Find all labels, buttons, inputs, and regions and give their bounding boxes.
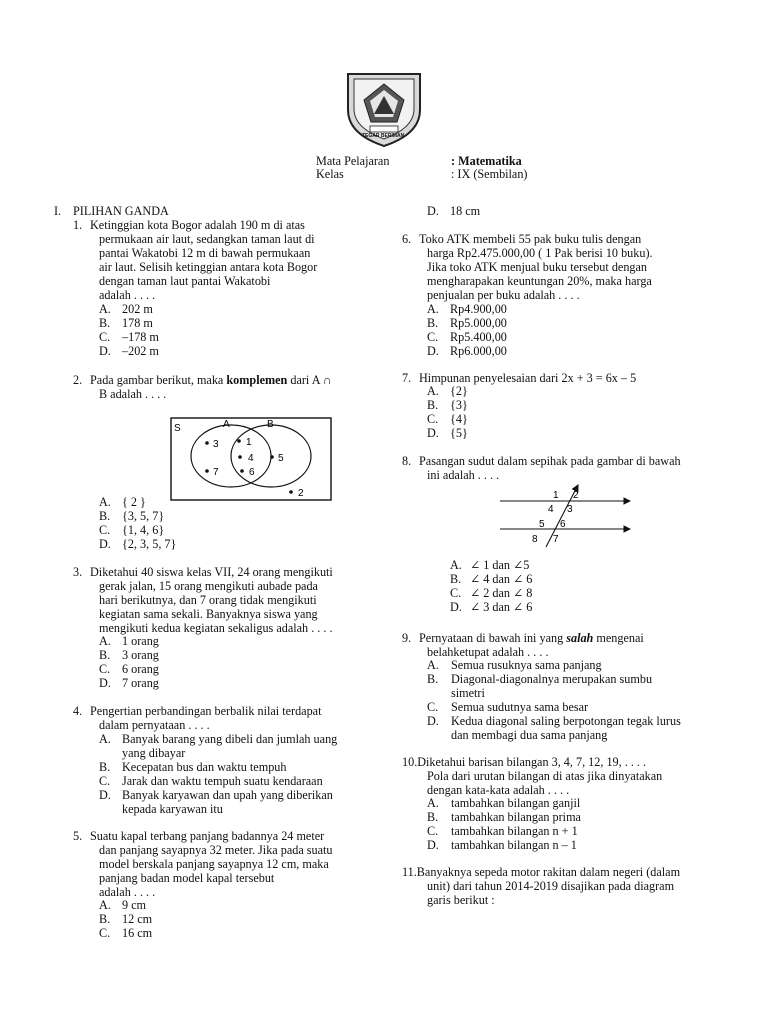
option-label: A.: [450, 558, 462, 572]
option-label: B.: [427, 672, 439, 686]
q10-line: Pola dari urutan bilangan di atas jika dinyatakan: [427, 769, 663, 783]
option-text: 12 cm: [122, 912, 153, 926]
option-text: 1 orang: [122, 634, 159, 648]
option-label: C.: [99, 774, 111, 788]
option-text: tambahkan bilangan ganjil: [451, 796, 581, 810]
angle-label: 7: [553, 534, 559, 545]
option-text: Kedua diagonal saling berpotongan tegak lurus: [451, 714, 681, 728]
q2-line-1: [90, 373, 332, 387]
option-label: B.: [427, 398, 439, 412]
option-text: Diagonal-diagonalnya merupakan sumbu: [451, 672, 653, 686]
q1-line: pantai Wakatobi 12 m di bawah permukaan: [99, 246, 311, 260]
q1-line: adalah . . . .: [99, 288, 156, 302]
angle-label: 5: [539, 519, 545, 530]
subject-value-text: : Matematika: [451, 154, 522, 168]
q3-number: 3.: [73, 565, 83, 579]
venn-element: 3: [213, 439, 219, 450]
q7-line: Himpunan penyelesaian dari 2x + 3 = 6x – 5: [419, 371, 637, 385]
option-label: C.: [427, 824, 439, 838]
q6-line: harga Rp2.475.000,00 ( 1 Pak berisi 10 buku).: [427, 246, 653, 260]
angle-label: 6: [560, 519, 566, 530]
option-label: B.: [99, 509, 111, 523]
class-label: Kelas: [316, 167, 344, 181]
angle-label: 2: [573, 490, 579, 501]
q4-option-a-cont: yang dibayar: [122, 746, 186, 760]
option-text: Jarak dan waktu tempuh suatu kendaraan: [122, 774, 323, 788]
venn-label-a: A: [223, 419, 230, 430]
q9-text: Pernyataan di bawah ini yang: [419, 631, 567, 645]
angle-label: 1: [553, 490, 559, 501]
q11-line: unit) dari tahun 2014-2019 disajikan pada diagram: [427, 879, 675, 893]
q9-line-1: [419, 631, 644, 645]
option-label: B.: [450, 572, 462, 586]
option-label: C.: [99, 926, 111, 940]
option-text: tambahkan bilangan prima: [451, 810, 581, 824]
angle-label: 4: [548, 504, 554, 515]
q2-line-2: B adalah . . . .: [99, 387, 167, 401]
logo-motto: TEGAR BERIMAN: [362, 133, 405, 139]
option-text: Banyak karyawan dan upah yang diberikan: [122, 788, 333, 802]
option-label: D.: [99, 788, 111, 802]
option-text: {2}: [450, 384, 468, 398]
venn-element: 1: [246, 437, 252, 448]
q6-line: Toko ATK membeli 55 pak buku tulis dengan: [419, 232, 642, 246]
q5-line: panjang badan model kapal tersebut: [99, 871, 275, 885]
option-text: 7 orang: [122, 676, 159, 690]
q8-line: Pasangan sudut dalam sepihak pada gambar di bawah: [419, 454, 681, 468]
option-label: C.: [99, 662, 111, 676]
section-title: PILIHAN GANDA: [73, 204, 169, 218]
option-text: 9 cm: [122, 898, 147, 912]
q6-line: penjualan per buku adalah . . . .: [427, 288, 580, 302]
option-text: ∠ 4 dan ∠ 6: [470, 572, 533, 586]
option-label: A.: [427, 796, 439, 810]
option-label: C.: [99, 330, 111, 344]
q4-option-d-cont: kepada karyawan itu: [122, 802, 223, 816]
option-label: D.: [427, 838, 439, 852]
q6-number: 6.: [402, 232, 412, 246]
q3-line: mengikuti kedua kegiatan sekaligus adalah . . . .: [99, 621, 333, 635]
option-text: { 2 }: [122, 495, 146, 509]
q3-line: Diketahui 40 siswa kelas VII, 24 orang mengikuti: [90, 565, 333, 579]
q2-keyword: komplemen: [226, 373, 288, 387]
option-label: C.: [427, 700, 439, 714]
q10-line-1: 10.Diketahui barisan bilangan 3, 4, 7, 12, 19, . . . .: [402, 755, 647, 769]
q5-number: 5.: [73, 829, 83, 843]
option-label: D.: [427, 714, 439, 728]
option-text: –202 m: [122, 344, 159, 358]
q2-text: dari A ∩: [287, 373, 332, 387]
q4-line: Pengertian perbandingan berbalik nilai terdapat: [90, 704, 322, 718]
q11-line: garis berikut :: [427, 893, 495, 907]
venn-element: 7: [213, 467, 219, 478]
option-label: A.: [99, 495, 111, 509]
q3-line: hari berikutnya, dan 7 orang tidak mengikuti: [99, 593, 317, 607]
option-label: A.: [99, 634, 111, 648]
q1-line: air laut. Selisih ketinggian antara kota Bogor: [99, 260, 318, 274]
option-text: ∠ 3 dan ∠ 6: [470, 600, 533, 614]
option-text: Banyak barang yang dibeli dan jumlah uang: [122, 732, 338, 746]
option-text: Kecepatan bus dan waktu tempuh: [122, 760, 287, 774]
option-label: D.: [427, 204, 439, 218]
q1-line: permukaan air laut, sedangkan taman laut di: [99, 232, 315, 246]
option-label: C.: [450, 586, 462, 600]
q10-line: dengan kata-kata adalah . . . .: [427, 783, 570, 797]
option-label: A.: [427, 302, 439, 316]
option-text: tambahkan bilangan n – 1: [451, 838, 577, 852]
option-text: Semua sudutnya sama besar: [451, 700, 589, 714]
q5-line: adalah . . . .: [99, 885, 156, 899]
option-text: 202 m: [122, 302, 153, 316]
q4-number: 4.: [73, 704, 83, 718]
option-text: {3, 5, 7}: [122, 509, 165, 523]
option-label: C.: [99, 523, 111, 537]
q2-text: Pada gambar berikut, maka: [90, 373, 227, 387]
option-text: {4}: [450, 412, 468, 426]
q8-line: ini adalah . . . .: [427, 468, 500, 482]
option-text: 16 cm: [122, 926, 153, 940]
q1-number: 1.: [73, 218, 83, 232]
q3-line: kegiatan sama sekali. Banyaknya siswa yang: [99, 607, 318, 621]
option-label: A.: [99, 898, 111, 912]
option-label: A.: [99, 302, 111, 316]
q1-line: Ketinggian kota Bogor adalah 190 m di atas: [90, 218, 305, 232]
option-label: B.: [99, 760, 111, 774]
q9-number: 9.: [402, 631, 412, 645]
venn-element: 4: [248, 453, 254, 464]
option-label: D.: [427, 426, 439, 440]
q6-line: mengharapakan keuntungan 20%, maka harga: [427, 274, 652, 288]
q7-number: 7.: [402, 371, 412, 385]
option-label: B.: [99, 912, 111, 926]
option-text: Semua rusuknya sama panjang: [451, 658, 602, 672]
option-label: B.: [99, 316, 111, 330]
option-text: –178 m: [122, 330, 159, 344]
venn-element: 5: [278, 453, 284, 464]
q9-keyword: salah: [566, 631, 594, 645]
q9-option-d-cont: dan membagi dua sama panjang: [451, 728, 608, 742]
option-label: D.: [99, 676, 111, 690]
q9-line-2: belahketupat adalah . . . .: [427, 645, 549, 659]
option-text: Rp5.400,00: [450, 330, 507, 344]
option-label: B.: [99, 648, 111, 662]
venn-label-s: S: [174, 423, 181, 434]
option-text: {5}: [450, 426, 468, 440]
venn-element: 2: [298, 488, 304, 499]
parallel-lines-figure: [498, 483, 634, 549]
option-label: A.: [427, 384, 439, 398]
option-label: D.: [99, 537, 111, 551]
q2-number: 2.: [73, 373, 83, 387]
option-text: Rp5.000,00: [450, 316, 507, 330]
option-text: Rp4.900,00: [450, 302, 507, 316]
angle-label: 3: [567, 504, 573, 515]
option-label: D.: [450, 600, 462, 614]
option-label: A.: [427, 658, 439, 672]
option-label: C.: [427, 330, 439, 344]
q3-line: gerak jalan, 15 orang mengikuti aubade pada: [99, 579, 318, 593]
option-text: 3 orang: [122, 648, 159, 662]
q9-option-b-cont: simetri: [451, 686, 485, 700]
venn-diagram: [170, 414, 332, 502]
option-text: {1, 4, 6}: [122, 523, 165, 537]
subject-label: Mata Pelajaran: [316, 154, 390, 168]
option-label: C.: [427, 412, 439, 426]
option-label: A.: [99, 732, 111, 746]
option-text: ∠ 1 dan ∠5: [470, 558, 530, 572]
option-text: 178 m: [122, 316, 153, 330]
q5-line: Suatu kapal terbang panjang badannya 24 meter: [90, 829, 325, 843]
q5-line: dan panjang sayapnya 32 meter. Jika pada suatu: [99, 843, 333, 857]
section-number: I.: [54, 204, 62, 218]
option-text: Rp6.000,00: [450, 344, 507, 358]
q11-line-1: 11.Banyaknya sepeda motor rakitan dalam negeri (dalam: [402, 865, 681, 879]
option-text: 6 orang: [122, 662, 159, 676]
option-label: B.: [427, 810, 439, 824]
option-text: 18 cm: [450, 204, 481, 218]
q8-number: 8.: [402, 454, 412, 468]
q6-line: Jika toko ATK menjual buku tersebut dengan: [427, 260, 648, 274]
option-text: tambahkan bilangan n + 1: [451, 824, 578, 838]
option-text: ∠ 2 dan ∠ 8: [470, 586, 533, 600]
angle-label: 8: [532, 534, 538, 545]
option-text: {3}: [450, 398, 468, 412]
option-label: D.: [99, 344, 111, 358]
option-label: B.: [427, 316, 439, 330]
venn-label-b: B: [267, 419, 274, 430]
class-value: : IX (Sembilan): [451, 167, 528, 181]
option-text: {2, 3, 5, 7}: [122, 537, 177, 551]
q1-line: dengan taman laut pantai Wakatobi: [99, 274, 271, 288]
option-label: D.: [427, 344, 439, 358]
venn-element: 6: [249, 467, 255, 478]
q4-line: dalam pernyataan . . . .: [99, 718, 210, 732]
q5-line: model berskala panjang sayapnya 12 cm, maka: [99, 857, 329, 871]
q9-text: mengenai: [593, 631, 644, 645]
